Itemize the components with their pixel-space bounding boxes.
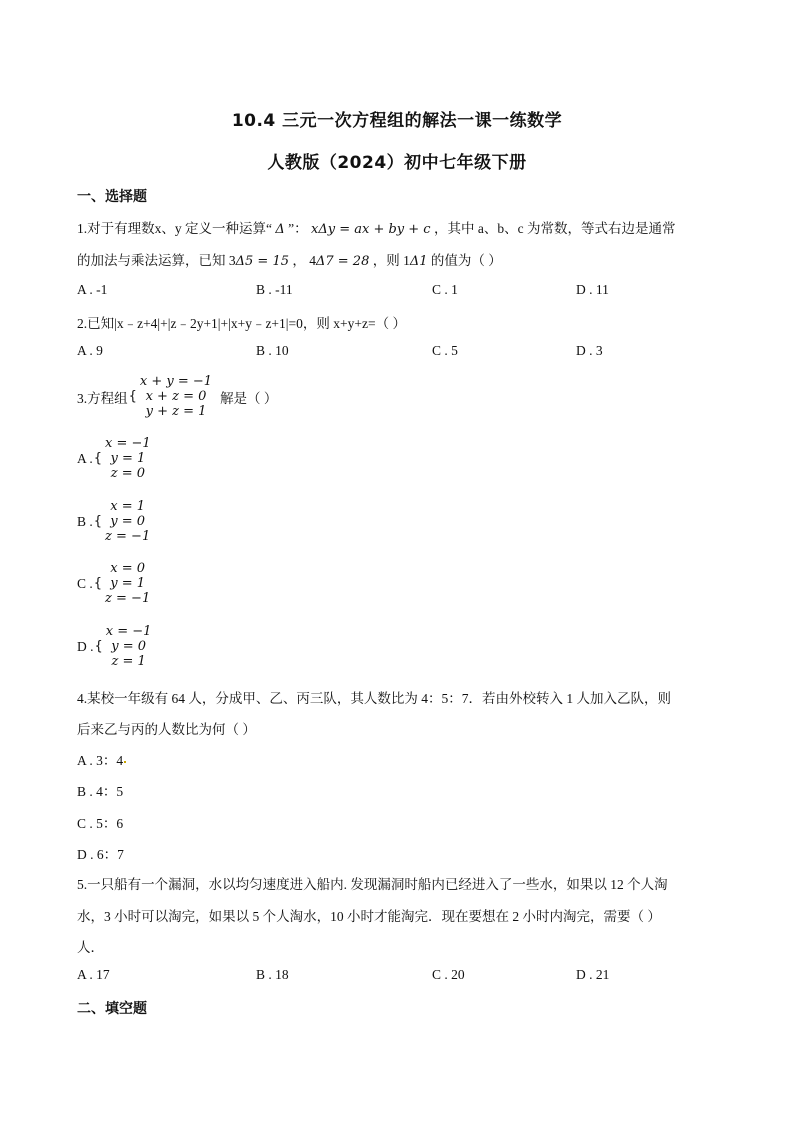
q4-option-a-mark <box>124 761 126 763</box>
question-4-line-2: 后来乙与丙的人数比为何（ ） <box>77 722 256 737</box>
q3-option-a-brace: { <box>93 451 103 466</box>
question-1-line-1 <box>77 217 675 237</box>
q3-option-c-system <box>105 561 150 606</box>
q1-text-f: ，则 1 <box>369 253 410 268</box>
q4-option-a[interactable] <box>77 749 126 769</box>
q3-option-d-eq-3: z = 1 <box>111 654 146 669</box>
q3-option-c-label: C . <box>77 575 93 591</box>
q1-text-b: ”： <box>284 221 312 236</box>
q1-text-a: 1.对于有理数x、y 定义一种运算“ <box>77 221 276 236</box>
q3-option-d-eq-2: y = 0 <box>111 639 146 654</box>
q2-option-d[interactable]: D . 3 <box>576 343 603 358</box>
q3-option-b-label: B . <box>77 513 93 529</box>
q1-condition-1: Δ5 = 15 <box>235 254 289 269</box>
q3-option-b[interactable] <box>77 499 150 544</box>
q1-option-b[interactable]: B . -11 <box>256 282 293 297</box>
q3-brace: { <box>128 389 137 404</box>
q4-option-c[interactable]: C . 5：6 <box>77 816 124 831</box>
q3-option-c-brace: { <box>93 576 103 591</box>
q3-option-d-brace: { <box>94 639 103 654</box>
q3-option-c-eq-1: x = 0 <box>110 561 146 576</box>
q3-option-c-eq-2: y = 1 <box>110 576 146 591</box>
question-5-line-2: 水，3 小时可以淘完，如果以 5 个人淘水，10 小时才能淘完．现在要想在 2 小时内淘完，需要（ ） <box>77 909 661 924</box>
q2-option-b[interactable]: B . 10 <box>256 343 289 358</box>
q3-equation-3: y + z = 1 <box>145 404 207 419</box>
document-title: 10.4 三元一次方程组的解法一课一练数学 <box>231 111 563 131</box>
question-2-text: 2.已知|x﹣z+4|+|z﹣2y+1|+|x+y﹣z+1|=0，则 x+y+z=（ ） <box>77 316 406 331</box>
q3-option-a-eq-3: z = 0 <box>110 466 146 481</box>
q1-target: Δ1 <box>409 254 428 269</box>
question-5-line-3: 人． <box>77 940 104 955</box>
q5-option-c[interactable]: C . 20 <box>432 967 465 982</box>
q4-option-b[interactable]: B . 4：5 <box>77 784 124 799</box>
q5-option-b[interactable]: B . 18 <box>256 967 289 982</box>
q3-option-a-system <box>105 436 151 481</box>
q1-option-c[interactable]: C . 1 <box>432 282 458 297</box>
q3-option-d-system <box>106 624 152 669</box>
q3-option-a-eq-1: x = −1 <box>105 436 151 451</box>
question-1-line-2 <box>77 249 502 269</box>
q1-delta-symbol: Δ <box>275 222 285 237</box>
q5-option-a[interactable]: A . 17 <box>77 967 110 982</box>
q3-option-c-eq-3: z = −1 <box>105 591 151 606</box>
q4-option-a-text: A . 3：4 <box>77 753 124 768</box>
q2-option-a[interactable]: A . 9 <box>77 343 103 358</box>
q3-option-a[interactable] <box>77 436 151 481</box>
q1-text-g: 的值为（ ） <box>427 253 502 268</box>
q3-option-b-eq-1: x = 1 <box>110 499 146 514</box>
q2-option-c[interactable]: C . 5 <box>432 343 458 358</box>
q3-option-b-brace: { <box>93 514 103 529</box>
q4-option-d[interactable]: D . 6：7 <box>77 847 124 862</box>
q1-text-d: 的加法与乘法运算，已知 3 <box>77 253 236 268</box>
q1-text-e: ， 4 <box>288 253 316 268</box>
q3-equation-1: x + y = −1 <box>139 374 213 389</box>
q3-option-a-eq-2: y = 1 <box>110 451 146 466</box>
q1-option-d[interactable]: D . 11 <box>576 282 609 297</box>
section-heading-choice: 一、选择题 <box>77 189 147 205</box>
q3-option-b-system <box>105 499 150 544</box>
q1-text-c: ，其中 a、b、c 为常数，等式右边是通常 <box>430 221 676 236</box>
q1-formula: xΔy = ax + by + c <box>311 222 431 237</box>
q3-option-d-label: D . <box>77 638 94 654</box>
q3-option-b-eq-2: y = 0 <box>110 514 146 529</box>
q3-option-c[interactable] <box>77 561 150 606</box>
question-4-line-1: 4.某校一年级有 64 人，分成甲、乙、丙三队，其人数比为 4：5：7．若由外校转入 1 人加入乙队，则 <box>77 691 671 706</box>
question-3 <box>77 374 277 419</box>
document-subtitle: 人教版（2024）初中七年级下册 <box>267 153 527 173</box>
q3-option-d[interactable] <box>77 624 151 669</box>
question-5-line-1: 5.一只船有一个漏洞，水以均匀速度进入船内. 发现漏洞时船内已经进入了一些水，如果以 12 个人淘 <box>77 877 668 892</box>
q3-option-d-eq-1: x = −1 <box>105 624 152 639</box>
q3-equation-2: x + z = 0 <box>145 389 207 404</box>
q3-option-a-label: A . <box>77 450 93 466</box>
q3-equation-system <box>140 374 212 419</box>
q5-option-d[interactable]: D . 21 <box>576 967 610 982</box>
q1-option-a[interactable]: A . -1 <box>77 282 108 297</box>
q3-prompt: 解是（ ） <box>220 390 278 406</box>
q3-option-b-eq-3: z = −1 <box>105 529 151 544</box>
q3-label: 3.方程组 <box>77 390 128 406</box>
q1-condition-2: Δ7 = 28 <box>315 254 370 269</box>
section-heading-fill: 二、填空题 <box>77 1001 147 1017</box>
